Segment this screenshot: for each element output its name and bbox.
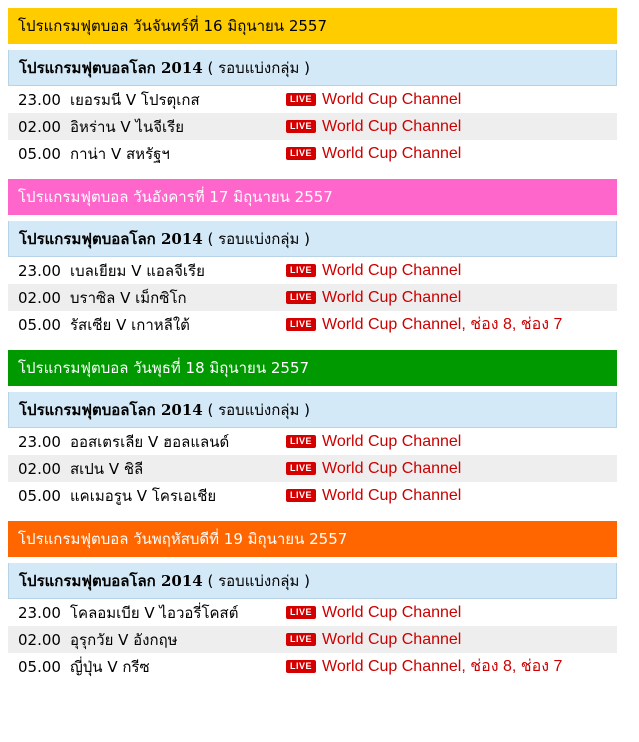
match-channel [286,433,461,451]
match-channel [286,262,461,280]
live-badge-icon: LIVE [286,489,316,502]
match-teams: โคลอมเบีย V ไอวอรี่โคสต์ [70,603,239,622]
live-badge-icon: LIVE [286,633,316,646]
channel-name: World Cup Channel [322,486,462,504]
match-time: 23.00 [18,90,61,109]
day-section [8,350,617,509]
live-badge-icon: LIVE [286,120,316,133]
live-badge-icon: LIVE [286,93,316,106]
live-badge-icon: LIVE [286,435,316,448]
day-header: โปรแกรมฟุตบอล วันอังคารที่ 17 มิถุนายน 2557 [8,179,617,215]
match-teams: เบลเยียม V แอลจีเรีย [70,261,205,280]
match-row [8,599,617,626]
match-time: 02.00 [18,288,61,307]
live-badge-icon: LIVE [286,147,316,160]
channel-name: World Cup Channel [322,288,462,306]
match-row [8,626,617,653]
day-section [8,179,617,338]
match-schedule [8,8,617,692]
match-row [8,113,617,140]
match-channel [286,460,461,478]
match-time: 02.00 [18,459,61,478]
competition-header [8,221,617,257]
live-badge-icon: LIVE [286,291,316,304]
day-section [8,8,617,167]
match-teams: แคเมอรูน V โครเอเชีย [70,486,217,505]
match-time: 23.00 [18,603,61,622]
competition-header [8,50,617,86]
channel-name: World Cup Channel [322,144,462,162]
match-channel [286,289,461,307]
channel-name: World Cup Channel [322,90,462,108]
competition-stage: ( รอบแบ่งกลุ่ม ) [202,230,310,248]
competition-header [8,392,617,428]
match-channel [286,604,461,622]
match-time: 05.00 [18,144,61,163]
match-channel [286,91,461,109]
match-row [8,482,617,509]
match-row [8,140,617,167]
match-row [8,428,617,455]
match-time: 05.00 [18,315,61,334]
competition-title: โปรแกรมฟุตบอลโลก 2014 [19,59,203,77]
match-row [8,311,617,338]
match-teams: อุรุกวัย V อังกฤษ [70,630,178,649]
match-row [8,86,617,113]
channel-name: World Cup Channel [322,117,462,135]
channel-name: World Cup Channel, ช่อง 8, ช่อง 7 [322,658,563,675]
match-time: 23.00 [18,432,61,451]
day-header: โปรแกรมฟุตบอล วันจันทร์ที่ 16 มิถุนายน 2557 [8,8,617,44]
competition-stage: ( รอบแบ่งกลุ่ม ) [202,59,310,77]
match-channel [286,312,562,337]
day-header: โปรแกรมฟุตบอล วันพุธที่ 18 มิถุนายน 2557 [8,350,617,386]
match-teams: บราซิล V เม็กซิโก [70,288,187,307]
match-teams: เยอรมนี V โปรตุเกส [70,90,200,109]
day-section [8,521,617,680]
match-channel [286,631,461,649]
match-time: 05.00 [18,486,61,505]
competition-stage: ( รอบแบ่งกลุ่ม ) [202,572,310,590]
match-time: 05.00 [18,657,61,676]
match-row [8,257,617,284]
match-teams: ญี่ปุ่น V กรีซ [70,657,150,676]
live-badge-icon: LIVE [286,318,316,331]
match-teams: ออสเตรเลีย V ฮอลแลนด์ [70,432,230,451]
live-badge-icon: LIVE [286,462,316,475]
match-teams: อิหร่าน V ไนจีเรีย [70,117,184,136]
match-teams: กาน่า V สหรัฐฯ [70,144,170,163]
match-row [8,455,617,482]
match-channel [286,654,562,679]
competition-title: โปรแกรมฟุตบอลโลก 2014 [19,230,203,248]
channel-name: World Cup Channel [322,261,462,279]
channel-name: World Cup Channel [322,432,462,450]
match-row [8,284,617,311]
competition-title: โปรแกรมฟุตบอลโลก 2014 [19,572,203,590]
day-header: โปรแกรมฟุตบอล วันพฤหัสบดีที่ 19 มิถุนายน 2557 [8,521,617,557]
match-time: 02.00 [18,630,61,649]
match-row [8,653,617,680]
match-time: 23.00 [18,261,61,280]
channel-name: World Cup Channel [322,459,462,477]
channel-name: World Cup Channel [322,603,462,621]
channel-name: World Cup Channel, ช่อง 8, ช่อง 7 [322,316,563,333]
match-channel [286,118,461,136]
match-channel [286,145,461,163]
live-badge-icon: LIVE [286,264,316,277]
match-teams: รัสเซีย V เกาหลีใต้ [70,315,190,334]
competition-title: โปรแกรมฟุตบอลโลก 2014 [19,401,203,419]
live-badge-icon: LIVE [286,660,316,673]
match-teams: สเปน V ชิลี [70,459,144,478]
match-channel [286,487,461,505]
competition-header [8,563,617,599]
channel-name: World Cup Channel [322,630,462,648]
competition-stage: ( รอบแบ่งกลุ่ม ) [202,401,310,419]
live-badge-icon: LIVE [286,606,316,619]
match-time: 02.00 [18,117,61,136]
